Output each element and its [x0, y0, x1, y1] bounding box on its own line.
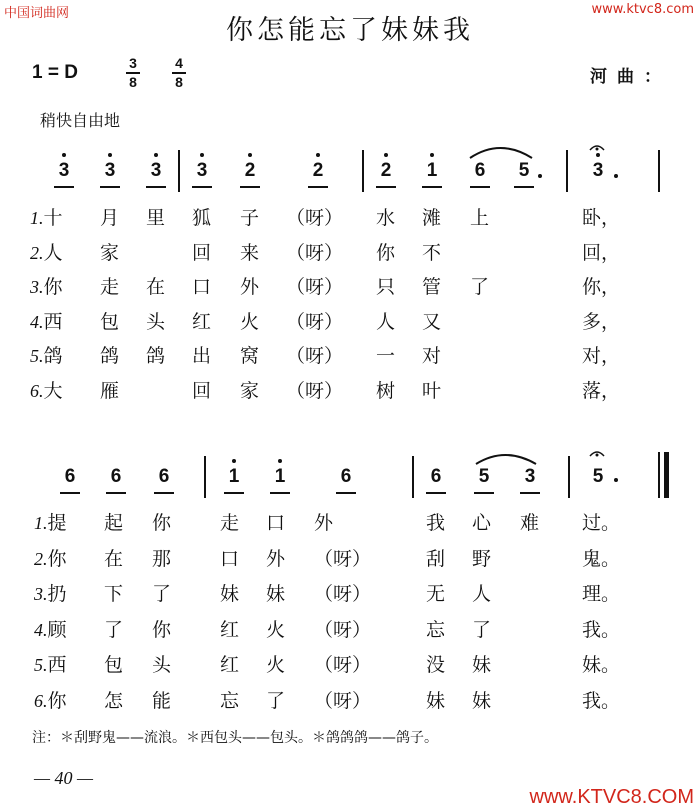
slur — [470, 148, 532, 158]
lyric-syllable: 口 — [266, 512, 286, 534]
lyric-syllable: 回， — [582, 241, 621, 264]
lyric-syllable: 出 — [192, 345, 212, 367]
lyric-syllable: 对 — [422, 345, 442, 367]
lyric-syllable: （呀） — [286, 207, 344, 229]
lyric-syllable: 火 — [266, 654, 286, 676]
note: 6 — [474, 160, 486, 181]
lyric-syllable: 那 — [152, 547, 172, 570]
lyric-syllable: 家 — [240, 379, 260, 402]
lyric-syllable: 对， — [582, 345, 621, 367]
verse-number: 5. — [34, 655, 48, 675]
watermark-bottom: www.KTVC8.COM — [529, 786, 694, 808]
lyric-syllable: 了 — [472, 618, 492, 641]
lyric-syllable: 头 — [146, 310, 166, 333]
note: 3 — [524, 466, 536, 487]
lyric-syllable: 下 — [104, 583, 124, 605]
lyric-syllable: 红 — [220, 654, 240, 676]
note: 2 — [380, 160, 392, 181]
lyric-syllable: （呀） — [286, 345, 344, 367]
note: 3 — [196, 160, 208, 181]
lyric-syllable: 你 — [152, 512, 172, 534]
lyric-syllable: 能 — [152, 689, 172, 712]
lyric-syllable: 走 — [220, 512, 240, 534]
lyric-syllable: 了 — [470, 276, 490, 298]
watermark-left: 中国词曲网 — [4, 6, 70, 21]
lyric-syllable: 走 — [100, 276, 120, 298]
lyric-syllable: 水 — [376, 207, 396, 229]
lyric-syllable: 顾 — [47, 618, 67, 641]
lyric-syllable: 鸽 — [100, 345, 120, 367]
lyric-syllable: （呀） — [314, 654, 372, 676]
lyric-syllable: 回 — [192, 379, 212, 402]
lyric-syllable: 在 — [146, 276, 166, 298]
lyric-syllable: 狐 — [192, 207, 212, 229]
lyric-syllable: 滩 — [422, 207, 442, 229]
verse-number: 6. — [30, 380, 44, 401]
verse-row — [34, 650, 67, 677]
verse-row — [34, 508, 67, 535]
lyric-syllable: 又 — [422, 310, 442, 333]
note: 6 — [64, 466, 76, 487]
lyric-syllable: 妹 — [472, 689, 492, 712]
lyric-syllable: 叶 — [422, 379, 442, 402]
lyric-syllable: 西 — [43, 310, 63, 333]
note: 1 — [228, 466, 240, 487]
verse-row — [34, 686, 67, 713]
watermark-right: www.ktvc8.com — [591, 2, 694, 17]
lyric-syllable: 窝 — [240, 345, 260, 367]
lyric-syllable: 刮 — [426, 547, 446, 570]
lyric-syllable: 野 — [472, 547, 492, 570]
lyric-syllable: 西 — [47, 654, 67, 676]
lyric-syllable: 子 — [240, 207, 260, 229]
verse-number: 6. — [34, 690, 48, 711]
lyric-syllable: 家 — [100, 241, 120, 264]
lyric-syllable: 怎 — [104, 689, 124, 712]
lyric-syllable: 包 — [100, 310, 120, 333]
lyric-syllable: 你 — [43, 276, 63, 298]
key-signature: 1 = D — [32, 62, 78, 83]
lyric-syllable: 头 — [152, 654, 172, 676]
lyric-syllable: 红 — [220, 618, 240, 641]
note: 1 — [426, 160, 438, 181]
page-number: — 40 — — [34, 768, 94, 788]
verse-row — [30, 341, 63, 368]
tempo-marking: 稍快自由地 — [40, 111, 121, 130]
lyric-syllable: 大 — [43, 379, 63, 402]
lyric-syllable: 管 — [422, 276, 442, 298]
lyric-syllable: 起 — [104, 512, 124, 534]
lyric-syllable: 你 — [376, 241, 396, 264]
verse-number: 4. — [34, 619, 48, 640]
lyric-syllable: 你 — [152, 618, 172, 641]
lyric-syllable: 忘 — [426, 618, 446, 641]
lyric-syllable: 人 — [472, 583, 492, 605]
lyric-syllable: 了 — [152, 583, 172, 605]
verse-row — [30, 376, 63, 403]
note: 3 — [592, 160, 604, 181]
lyric-syllable: 十 — [43, 207, 63, 229]
lyric-syllable: （呀） — [314, 547, 372, 570]
lyric-syllable: 人 — [43, 241, 63, 264]
lyric-syllable: 在 — [104, 547, 124, 570]
note: 6 — [158, 466, 170, 487]
verse-number: 1. — [30, 208, 44, 228]
lyric-syllable: 提 — [47, 512, 67, 534]
lyric-syllable: （呀） — [286, 379, 344, 402]
lyric-syllable: 妹 — [426, 689, 446, 712]
verse-row — [30, 203, 63, 230]
lyric-syllable: 你， — [582, 276, 621, 298]
slur — [476, 455, 536, 464]
lyric-syllable: 红 — [192, 310, 212, 333]
lyric-syllable: 鸽 — [43, 345, 63, 367]
lyric-syllable: 落， — [582, 379, 621, 402]
lyric-syllable: 理。 — [582, 583, 621, 605]
verse-row — [34, 579, 67, 606]
verse-number: 1. — [34, 513, 48, 533]
note: 6 — [340, 466, 352, 487]
note: 3 — [150, 160, 162, 181]
lyric-syllable: 口 — [220, 547, 240, 570]
lyric-syllable: 我。 — [582, 618, 621, 641]
lyric-syllable: 外 — [240, 276, 260, 298]
lyric-syllable: 上 — [470, 207, 490, 229]
verse-number: 2. — [34, 548, 48, 569]
lyric-syllable: 过。 — [582, 512, 621, 534]
verse-row — [34, 544, 67, 571]
lyric-syllable: 回 — [192, 241, 212, 264]
lyric-syllable: 我 — [426, 512, 446, 534]
lyric-syllable: （呀） — [314, 583, 372, 605]
lyric-syllable: 口 — [192, 276, 212, 298]
note: 3 — [104, 160, 116, 181]
lyric-syllable: （呀） — [314, 618, 372, 641]
lyric-syllable: 包 — [104, 654, 124, 676]
lyric-syllable: 无 — [426, 583, 446, 605]
lyric-syllable: 只 — [376, 276, 396, 298]
lyric-syllable: 你 — [47, 689, 67, 712]
verse-row — [30, 307, 63, 334]
lyric-syllable: 外 — [266, 547, 286, 570]
lyric-syllable: （呀） — [286, 310, 344, 333]
lyric-syllable: 鬼。 — [582, 547, 621, 570]
lyric-syllable: 多， — [582, 310, 621, 333]
lyric-syllable: 火 — [240, 310, 260, 333]
note: 2 — [244, 160, 256, 181]
lyric-syllable: 人 — [376, 310, 396, 333]
lyric-syllable: 里 — [146, 207, 166, 229]
verse-row — [30, 272, 63, 299]
note: 1 — [274, 466, 286, 487]
lyric-syllable: 忘 — [220, 689, 240, 712]
lyric-syllable: （呀） — [314, 689, 372, 712]
lyric-syllable: （呀） — [286, 241, 344, 264]
origin-label: 河曲： — [590, 67, 671, 87]
lyric-syllable: 我。 — [582, 689, 621, 712]
verse-number: 2. — [30, 242, 44, 263]
note: 6 — [110, 466, 122, 487]
note: 5 — [518, 160, 530, 181]
note: 6 — [430, 466, 442, 487]
verse-row — [30, 238, 63, 265]
lyric-syllable: 妹。 — [582, 654, 621, 676]
lyric-syllable: 树 — [376, 379, 396, 402]
lyric-syllable: 没 — [426, 654, 446, 676]
lyric-syllable: 扔 — [47, 583, 67, 605]
note: 5 — [592, 466, 604, 487]
lyric-syllable: 你 — [47, 547, 67, 570]
lyric-syllable: 妹 — [266, 583, 286, 605]
verse-row — [34, 615, 67, 642]
note: 5 — [478, 466, 490, 487]
footnote: 注：＊刮野鬼——流浪。＊西包头——包头。＊鸽鸽鸽——鸽子。 — [32, 730, 438, 746]
lyric-syllable: 卧， — [582, 207, 621, 229]
lyric-syllable: 一 — [376, 345, 396, 367]
lyric-syllable: 鸽 — [146, 345, 166, 367]
lyric-syllable: 了 — [104, 618, 124, 641]
verse-number: 3. — [30, 277, 44, 297]
lyric-syllable: 妹 — [472, 654, 492, 676]
lyric-syllable: 雁 — [100, 379, 120, 402]
lyric-syllable: 火 — [266, 618, 286, 641]
lyric-syllable: 了 — [266, 689, 286, 712]
lyric-syllable: 来 — [240, 241, 260, 264]
note: 3 — [58, 160, 70, 181]
lyric-syllable: 外 — [314, 512, 334, 534]
lyric-syllable: 妹 — [220, 583, 240, 605]
lyric-syllable: 不 — [422, 241, 442, 264]
note: 2 — [312, 160, 324, 181]
lyric-syllable: （呀） — [286, 276, 344, 298]
time-signature-3-8: 3 8 — [124, 56, 142, 90]
lyric-syllable: 难 — [520, 512, 540, 534]
verse-number: 5. — [30, 346, 44, 366]
song-title: 你怎能忘了妹妹我 — [226, 15, 474, 46]
lyric-syllable: 月 — [100, 207, 120, 229]
lyric-syllable: 心 — [472, 512, 492, 534]
verse-number: 3. — [34, 584, 48, 604]
fermata-dot — [596, 148, 599, 151]
fermata-dot — [596, 454, 599, 457]
verse-number: 4. — [30, 311, 44, 332]
time-signature-4-8: 4 8 — [170, 56, 188, 90]
